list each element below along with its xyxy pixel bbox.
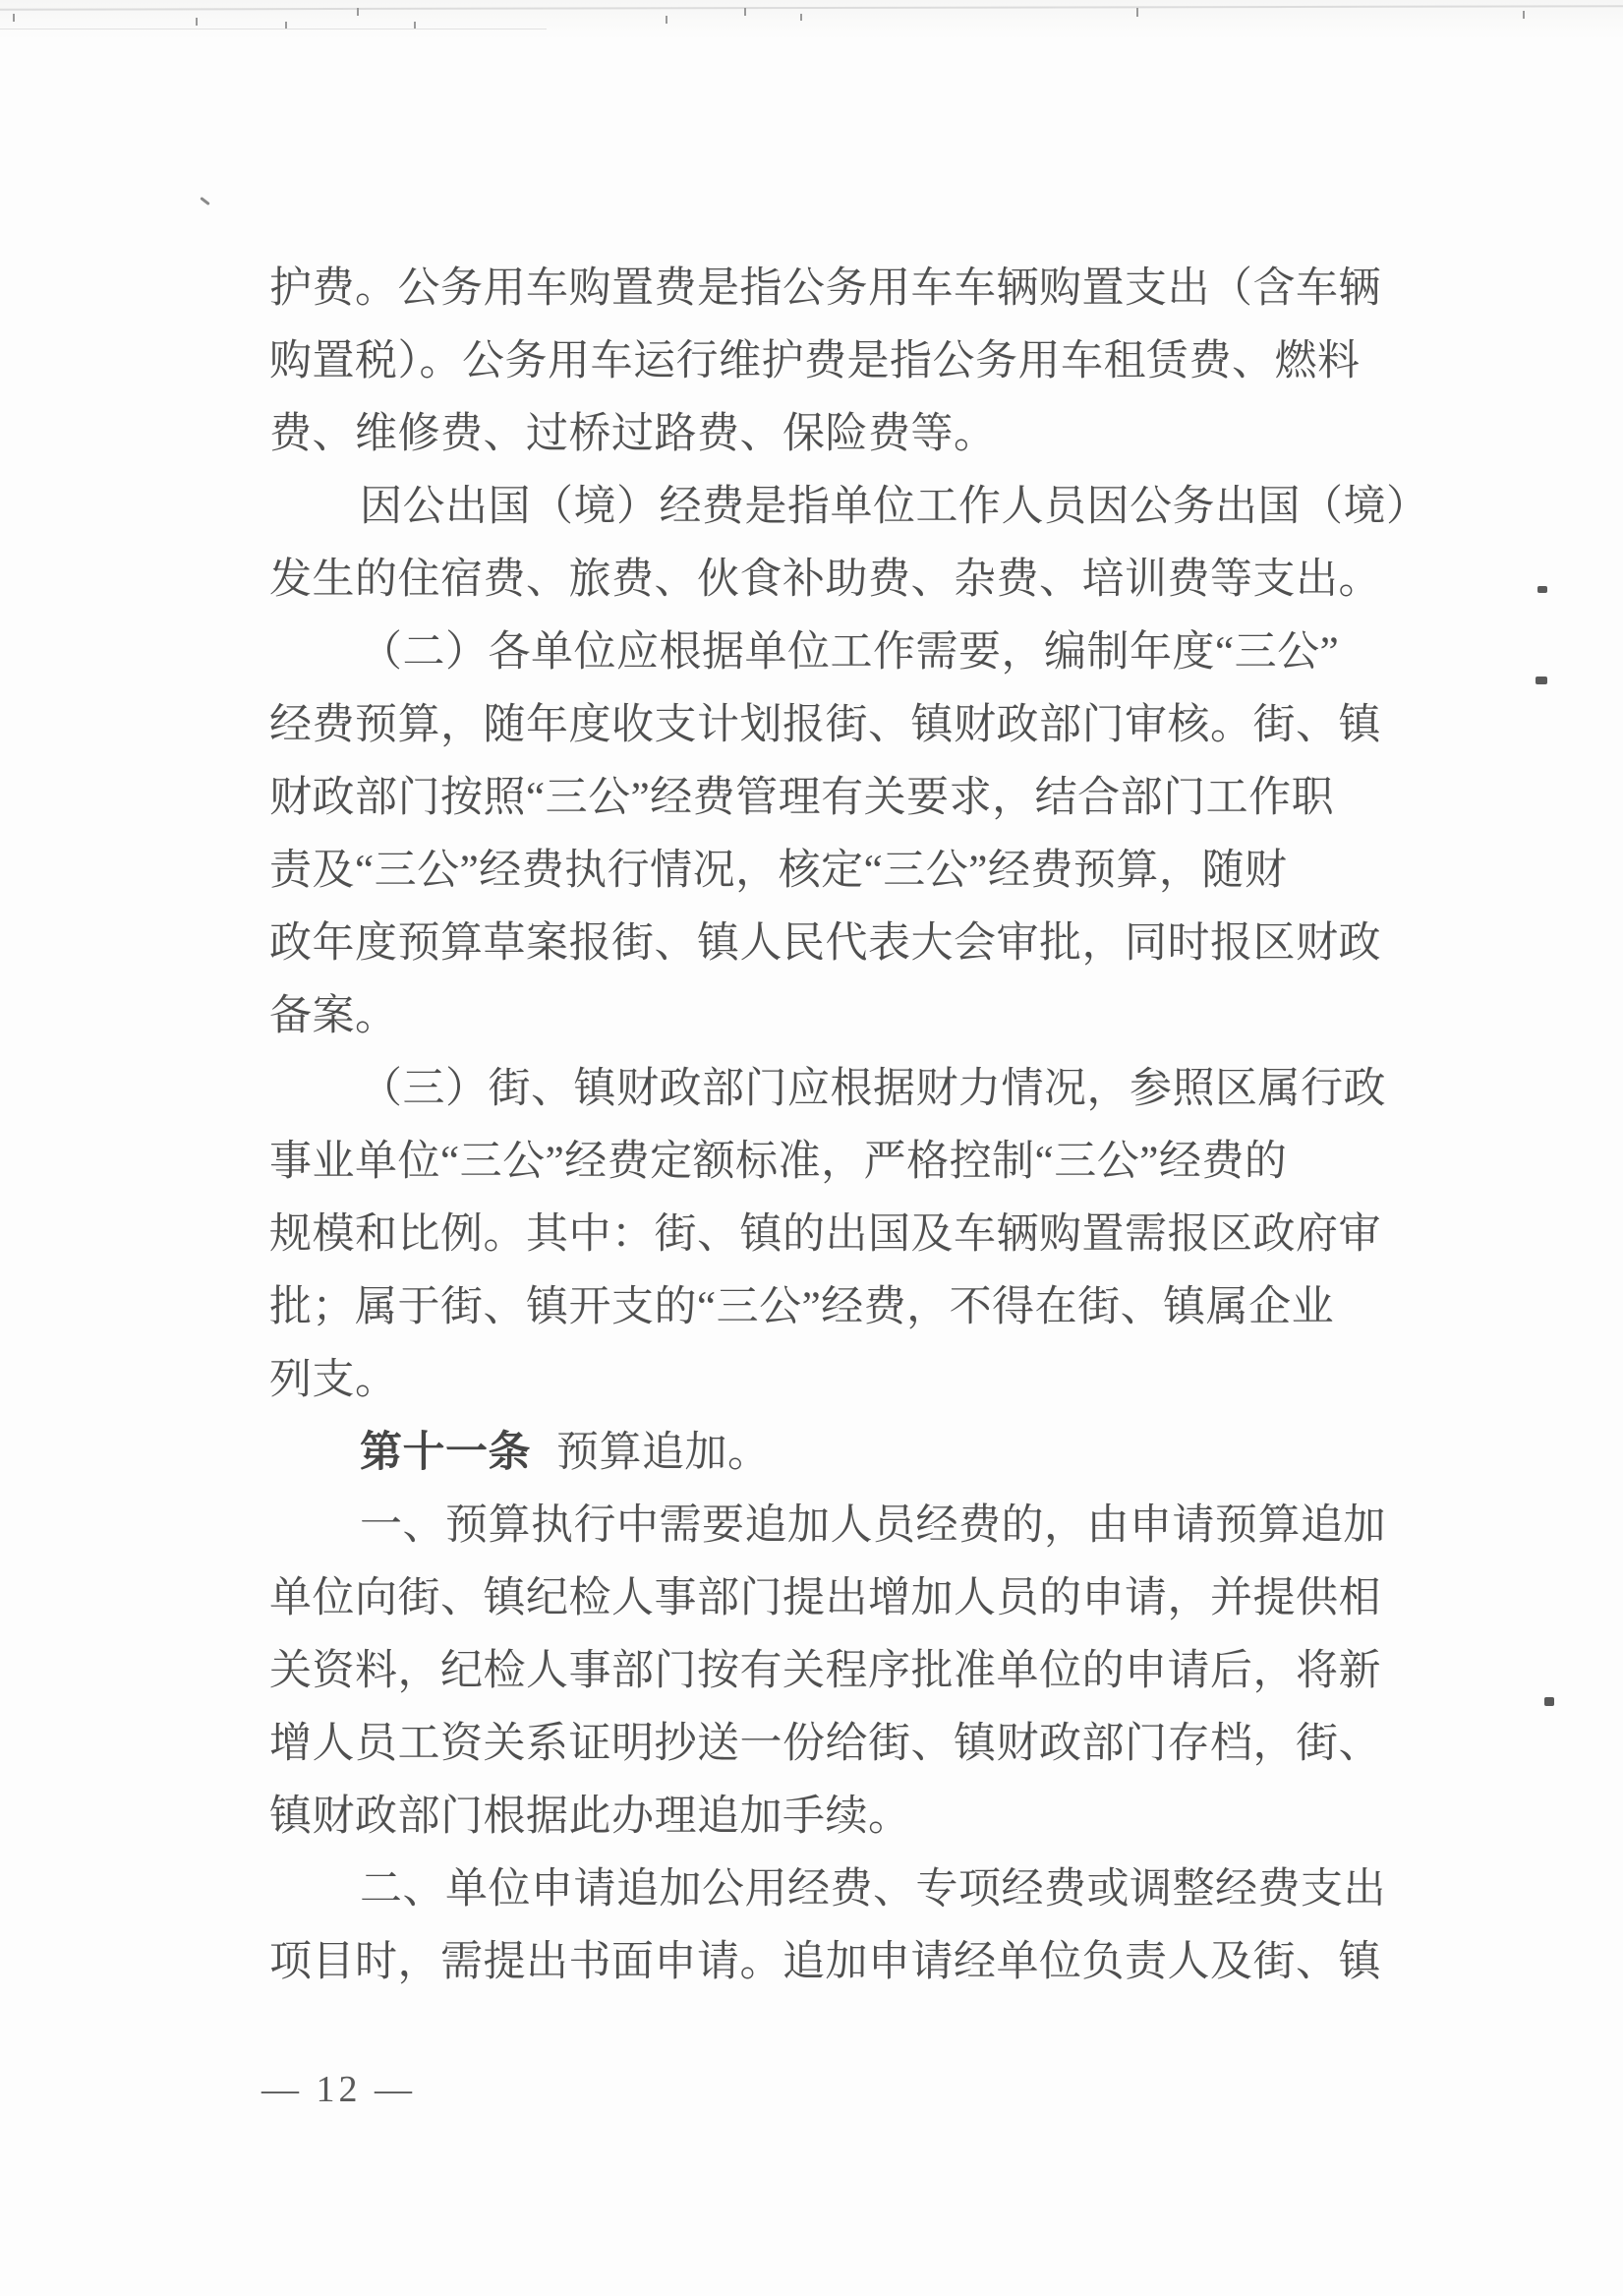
text-line: 费、维修费、过桥过路费、保险费等。 — [269, 411, 997, 457]
scan-edge-line — [0, 5, 1623, 10]
text-line: 增人员工资关系证明抄送一份给街、镇财政部门存档，街、 — [269, 1721, 1381, 1767]
ink-speck — [1536, 677, 1547, 684]
scan-tick — [744, 8, 746, 16]
scan-tick — [1523, 11, 1525, 19]
text-line: 发生的住宿费、旅费、伙食补助费、杂费、培训费等支出。 — [269, 557, 1381, 603]
text-line: 批；属于街、镇开支的“三公”经费，不得在街、镇属企业 — [269, 1284, 1335, 1330]
scan-tick — [285, 22, 287, 29]
text-line: 护费。公务用车购置费是指公务用车车辆购置支出（含车辆 — [269, 265, 1381, 312]
scan-tick — [1136, 8, 1138, 17]
text-line: 单位向街、镇纪检人事部门提出增加人员的申请，并提供相 — [269, 1575, 1381, 1621]
text-line: 关资料，纪检人事部门按有关程序批准单位的申请后，将新 — [269, 1648, 1381, 1694]
text-line: 因公出国（境）经费是指单位工作人员因公务出国（境） — [360, 484, 1429, 530]
text-block — [269, 253, 1459, 1999]
article-heading — [269, 1417, 1459, 1490]
text-line: 财政部门按照“三公”经费管理有关要求，结合部门工作职 — [269, 775, 1335, 821]
scan-tick — [414, 22, 416, 29]
scan-tick — [666, 16, 667, 24]
text-line: 规模和比例。其中：街、镇的出国及车辆购置需报区政府审 — [269, 1211, 1381, 1258]
text-line: 镇财政部门根据此办理追加手续。 — [269, 1794, 911, 1840]
text-line: 政年度预算草案报街、镇人民代表大会审批，同时报区财政 — [269, 920, 1381, 967]
article-title: 预算追加。 — [556, 1430, 771, 1476]
ink-speck — [1537, 586, 1547, 593]
page-number: — 12 — — [261, 2069, 416, 2110]
text-line: 经费预算，随年度收支计划报街、镇财政部门审核。街、镇 — [269, 702, 1381, 748]
text-line: （二）各单位应根据单位工作需要，编制年度“三公” — [360, 629, 1340, 676]
text-line: 购置税）。公务用车运行维护费是指公务用车租赁费、燃料 — [269, 338, 1361, 384]
text-line: 责及“三公”经费执行情况，核定“三公”经费预算，随财 — [269, 848, 1288, 894]
text-line: （三）街、镇财政部门应根据财力情况，参照区属行政 — [360, 1066, 1386, 1112]
text-line: 备案。 — [269, 993, 398, 1039]
text-line: 一、预算执行中需要追加人员经费的，由申请预算追加 — [360, 1502, 1386, 1549]
scan-tick — [13, 14, 15, 22]
text-line: 项目时，需提出书面申请。追加申请经单位负责人及街、镇 — [269, 1939, 1381, 1985]
ink-speck — [200, 197, 210, 206]
scan-tick — [800, 14, 802, 21]
article-number: 第十一条 — [360, 1430, 531, 1476]
scan-tick — [196, 18, 198, 26]
text-line: 列支。 — [269, 1357, 398, 1403]
ink-speck — [1544, 1697, 1554, 1706]
text-line: 二、单位申请追加公用经费、专项经费或调整经费支出 — [360, 1866, 1386, 1913]
scan-tick — [357, 8, 359, 16]
text-line: 事业单位“三公”经费定额标准，严格控制“三公”经费的 — [269, 1139, 1288, 1185]
